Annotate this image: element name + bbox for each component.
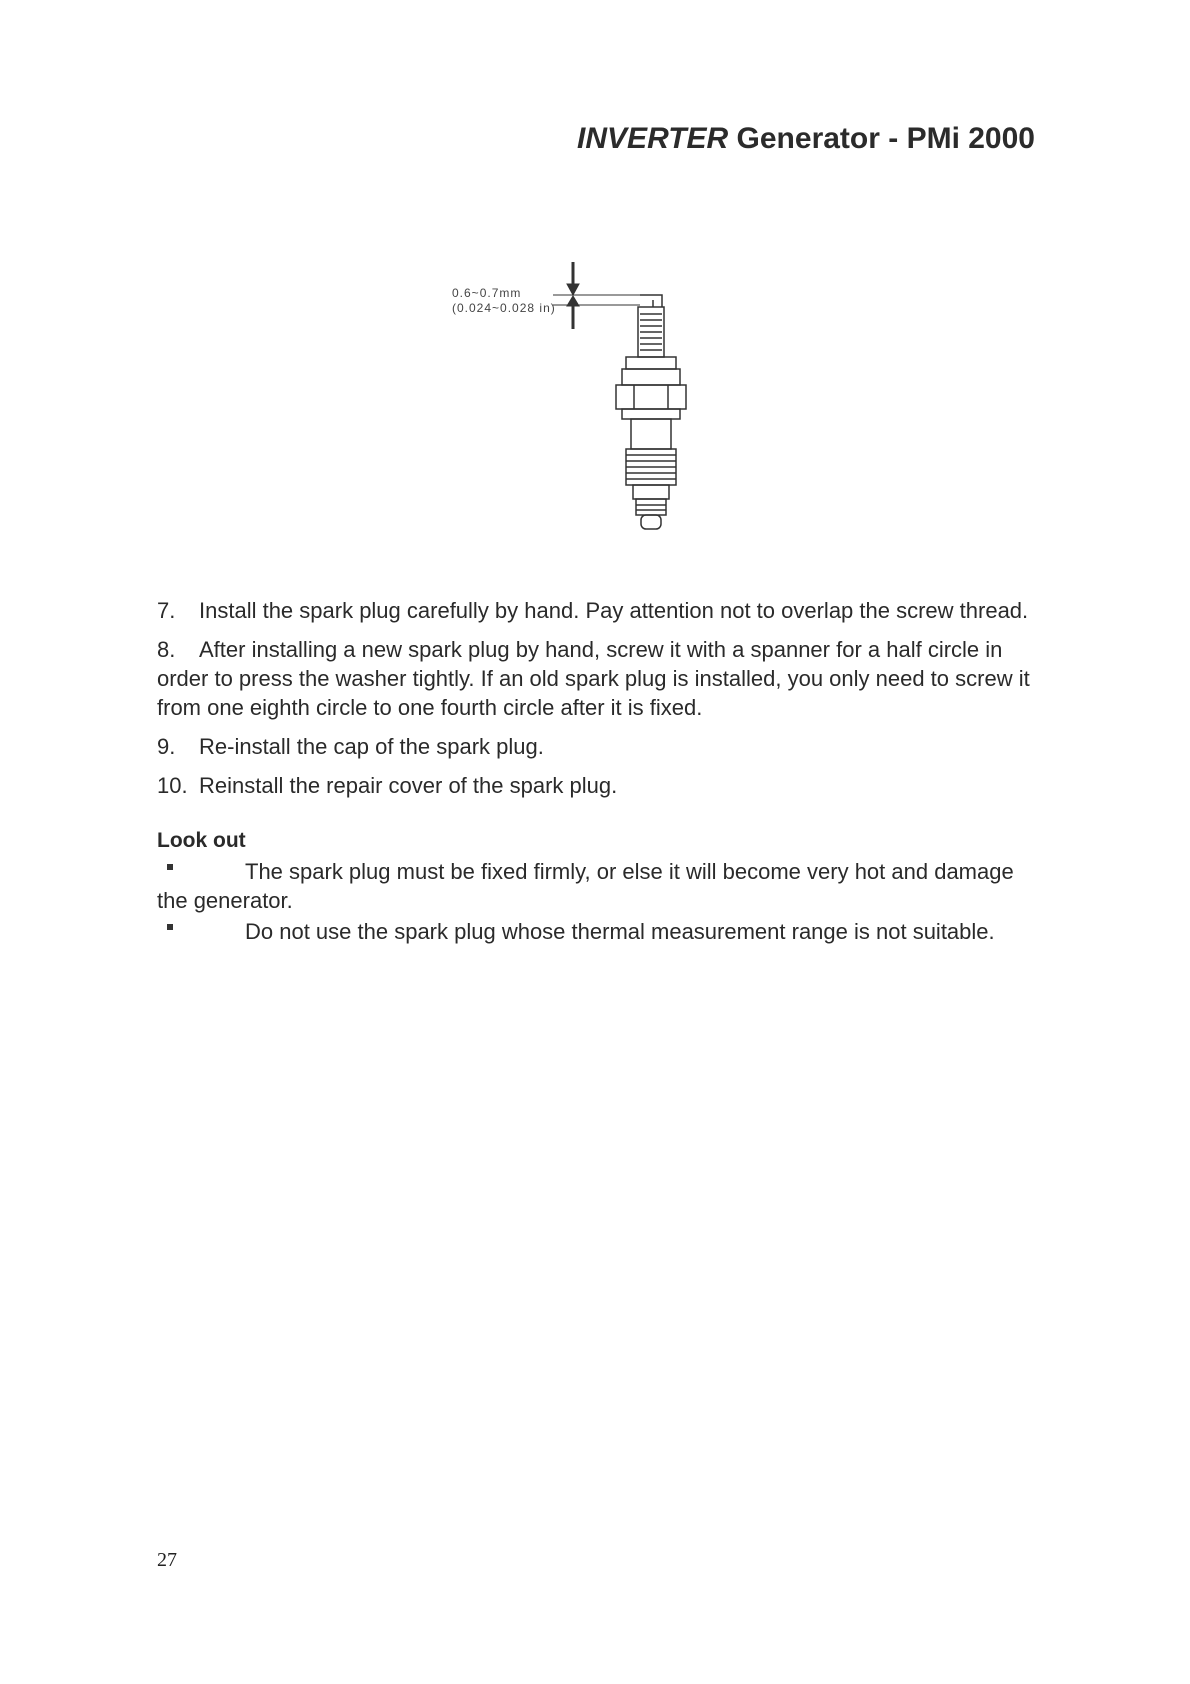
spark-plug-diagram — [440, 262, 700, 562]
gap-label-in: (0.024~0.028 in) — [452, 301, 556, 315]
bullet-icon — [167, 924, 173, 930]
header-inverter: INVERTER — [577, 122, 729, 155]
step-10 — [157, 771, 1037, 800]
page-header — [577, 122, 1035, 156]
header-model: Generator - PMi 2000 — [728, 122, 1035, 155]
lookout-text: Do not use the spark plug whose thermal measurement range is not suitable. — [245, 919, 995, 944]
lookout-heading: Look out — [157, 829, 246, 852]
gap-label-mm: 0.6~0.7mm — [452, 286, 522, 300]
step-number: 7. — [157, 598, 176, 623]
step-number: 9. — [157, 734, 176, 759]
step-text: Install the spark plug carefully by hand. Pay attention not to overlap the screw thread. — [199, 598, 1029, 623]
step-text: After installing a new spark plug by hand, screw it with a spanner for a half circle in order to press the washer tightly. If an old spark plug is installed, you only need to screw it from one eighth circle to one fourth circle after it is fixed. — [157, 637, 1030, 720]
gap-arrows — [553, 262, 640, 329]
step-number: 8. — [157, 637, 176, 662]
bullet-icon — [167, 864, 173, 870]
step-8 — [157, 635, 1037, 722]
lookout-text: The spark plug must be fixed firmly, or else it will become very hot and damage the generator. — [157, 859, 1014, 913]
page-number: 27 — [157, 1549, 177, 1571]
step-text: Reinstall the repair cover of the spark plug. — [199, 773, 618, 798]
step-7 — [157, 596, 1037, 625]
step-9 — [157, 732, 1037, 761]
lookout-item — [157, 857, 1037, 915]
instructions — [157, 596, 1037, 946]
gap-labels — [452, 286, 556, 315]
step-text: Re-install the cap of the spark plug. — [199, 734, 544, 759]
step-number: 10. — [157, 773, 188, 798]
spark-plug — [616, 295, 686, 529]
lookout-item — [157, 917, 1037, 946]
